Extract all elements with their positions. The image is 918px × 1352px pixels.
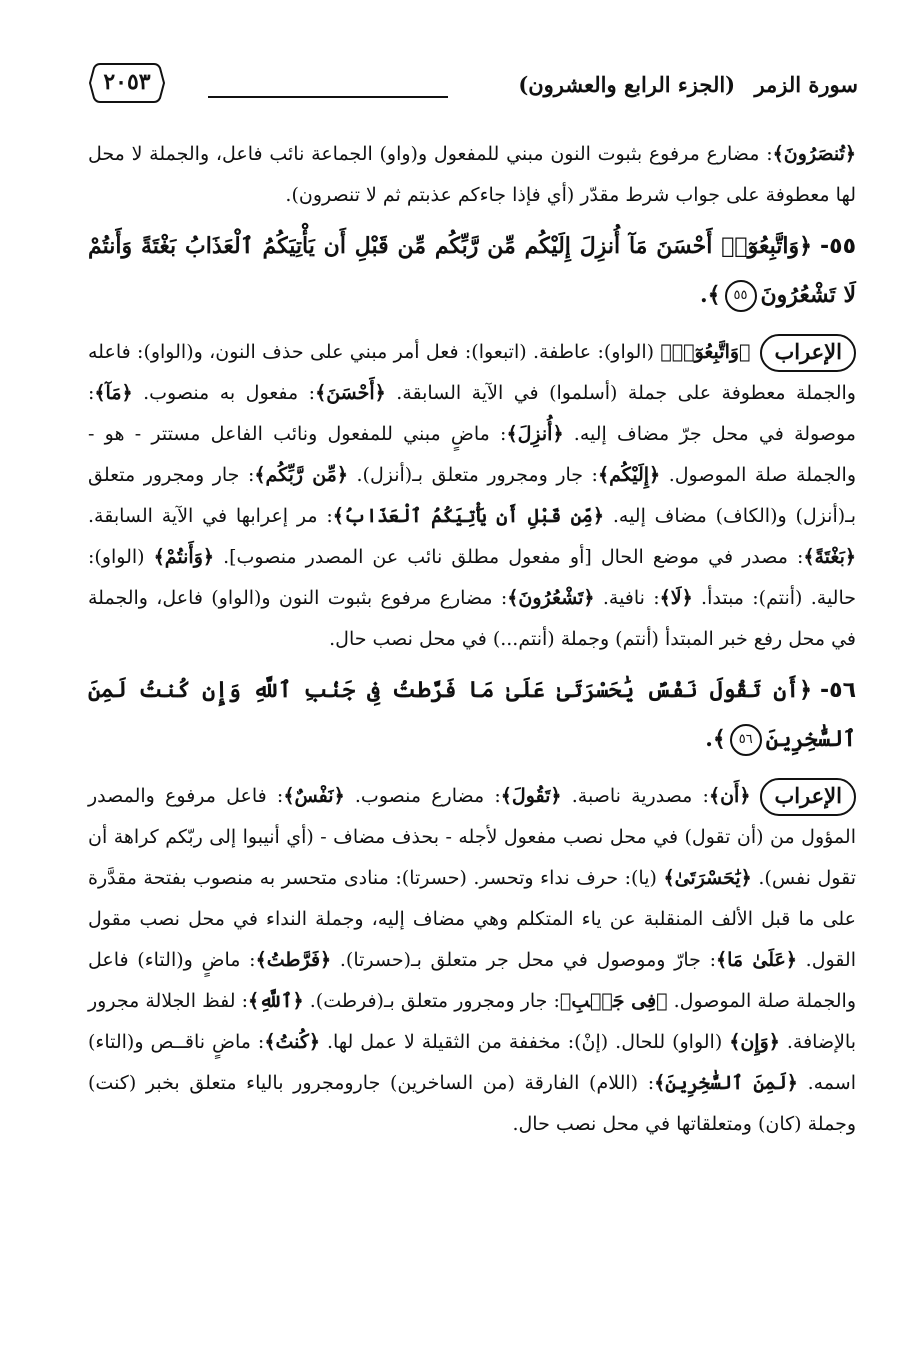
text-segment: : مضارع منصوب. xyxy=(344,785,501,807)
quran-word: ﴿فَرَّطتُ﴾ xyxy=(255,949,332,971)
quran-word: ﴿تُنصَرُونَ﴾ xyxy=(772,143,856,165)
quran-word: ﴿نَفْسٌ﴾ xyxy=(283,785,345,807)
quran-word: ﴿أَحْسَنَ﴾ xyxy=(315,382,386,404)
text-segment: : موصولة في محل جرّ مضاف إليه. xyxy=(88,382,856,445)
quran-word: ﴿أُنزِلَ﴾ xyxy=(506,423,564,445)
quran-word: ﴿يَٰحَسْرَتَىٰ﴾ xyxy=(663,867,752,889)
irab-block-56 xyxy=(88,776,856,1145)
quran-word: ﴿مِّن رَّبِّكُم﴾ xyxy=(254,464,348,486)
quran-word: ﴿مَآ﴾ xyxy=(94,382,133,404)
irab-label: الإعراب xyxy=(760,778,856,816)
text-segment: (الواو) للحال. (إنْ): مخففة من الثقيلة لا عمل لها. xyxy=(320,1031,730,1053)
quran-word: ﴿كُنتُ﴾ xyxy=(264,1031,321,1053)
text-segment: : جار ومجرور متعلق بـ(أنزل) و(الكاف) مضاف إليه. xyxy=(88,464,857,527)
text-segment: : جارّ وموصول في محل جر متعلق بـ(حسرتا). xyxy=(331,949,716,971)
quran-word: ﴿ٱللَّهِ﴾ xyxy=(248,990,304,1012)
verse-text: ﴿أَن تَقُولَ نَفْسٌ يَٰحَسْرَتَىٰ عَلَىٰ مَا فَرَّطتُ فِى جَنۢبِ ٱللَّهِ وَإِن كُنتُ لَمِنَ ٱلسَّٰخِرِينَ xyxy=(88,677,856,752)
ayah-marker-icon: ٥٥ xyxy=(725,280,757,312)
ayah-marker-icon: ٥٦ xyxy=(730,724,762,756)
verse-55 xyxy=(88,222,856,320)
text-segment: : لفظ الجلالة مجرور بالإضافة. xyxy=(88,990,857,1053)
verse-text: ﴿وَاتَّبِعُوٓا۟ أَحْسَنَ مَآ أُنزِلَ إِلَيْكُم مِّن رَّبِّكُم مِّن قَبْلِ أَن يَأْتِيَكُمُ ٱلْعَذَابُ بَغْتَةً وَأَنتُمْ لَا تَشْعُرُونَ xyxy=(88,233,856,308)
verse-close: ﴾. xyxy=(699,282,721,308)
page-number-frame xyxy=(88,60,166,106)
quran-word: ﴿وَإِن﴾ xyxy=(729,1031,780,1053)
quran-word: ﴿فِى جَنۢبِ﴾ xyxy=(559,990,668,1012)
juz-name: (الجزء الرابع والعشرون) xyxy=(518,72,736,97)
text-segment: : مضارع مرفوع بثبوت النون و(الواو) فاعل، والجملة في محل رفع خبر المبتدأ (أنتم) وجملة (أنتم...) في محل نصب حال. xyxy=(88,587,856,650)
verse-number: ٥٦- xyxy=(820,678,856,703)
running-title xyxy=(506,72,858,97)
quran-word: ﴿عَلَىٰ مَا﴾ xyxy=(715,949,797,971)
text-segment: : مر إعرابها في الآية السابقة. xyxy=(88,505,333,527)
verse-56 xyxy=(88,666,856,764)
paragraph-tunsarun xyxy=(88,134,856,216)
surah-name: سورة الزمر xyxy=(754,72,858,97)
quran-word: ﴿إِلَيْكُم﴾ xyxy=(597,464,661,486)
text-segment: : فاعل مرفوع والمصدر المؤول من (أن تقول) في محل نصب مفعول لأجله - بحذف مضاف - (أي أنيبوا إلى ربّكم كراهة أن تقول نفس). xyxy=(88,785,856,889)
text-segment: : جار ومجرور متعلق بـ(فرطت). xyxy=(303,990,560,1012)
text-segment: : مصدر في موضع الحال [أو مفعول مطلق نائب عن المصدر منصوب]. xyxy=(214,546,804,568)
quran-word: ﴿بَغْتَةً﴾ xyxy=(803,546,856,568)
text-segment: (الواو): حالية. (أنتم): مبتدأ. xyxy=(88,546,856,609)
irab-label: الإعراب xyxy=(760,334,856,372)
text-segment: (يا): حرف نداء وتحسر. (حسرتا): منادى متحسر به منصوب بفتحة مقدَّرة على ما قبل الألف المنقلبة عن ياء المتكلم وهي مضاف إليه، وجملة النداء في محل نصب مقول القول. xyxy=(88,867,856,971)
page-body xyxy=(88,134,856,1145)
text-segment: : مفعول به منصوب. xyxy=(132,382,316,404)
quran-word: ﴿لَمِنَ ٱلسَّٰخِرِينَ﴾ xyxy=(654,1072,798,1094)
verse-number: ٥٥- xyxy=(820,234,856,259)
text-segment: : (اللام) الفارقة (من الساخرين) جارومجرور بالياء متعلق بخبر (كنت) وجملة (كان) ومتعلقاتها في محل نصب حال. xyxy=(88,1072,856,1135)
header-rule xyxy=(208,96,448,98)
text-segment: : ماضٍ مبني للمفعول ونائب الفاعل مستتر - هو - والجملة صلة الموصول. xyxy=(88,423,856,486)
quran-word: ﴿مِّن قَبْلِ أَن يَأْتِيَكُمُ ٱلْعَذَابُ﴾ xyxy=(332,505,605,527)
verse-close: ﴾. xyxy=(705,726,726,752)
text-segment: : جار ومجرور متعلق بـ(أنزل). xyxy=(347,464,598,486)
page-header xyxy=(88,60,858,116)
quran-word: ﴿تَشْعُرُونَ﴾ xyxy=(507,587,595,609)
text-segment: : ماضٍ ناقــص و(التاء) اسمه. xyxy=(88,1031,856,1094)
quran-word: ﴿أَن﴾ xyxy=(708,785,751,807)
quran-word: ﴿لَا﴾ xyxy=(659,587,693,609)
text-segment: : مصدرية ناصبة. xyxy=(561,785,709,807)
text-segment: : ماضٍ و(التاء) فاعل والجملة صلة الموصول. xyxy=(88,949,856,1012)
page-number: ٢٠٥٣ xyxy=(103,69,151,95)
text-segment: : مضارع مرفوع بثبوت النون مبني للمفعول و(واو) الجماعة نائب فاعل، والجملة لا محل لها معطوفة على جواب شرط مقدّر (أي فإذا جاءكم عذبتم ثم لا تنصرون). xyxy=(88,143,856,206)
quran-word: ﴿وَأَنتُمْ﴾ xyxy=(153,546,215,568)
quran-word: ﴿وَاتَّبِعُوٓا۟﴾ xyxy=(660,341,751,363)
quran-word: ﴿تَقُولَ﴾ xyxy=(500,785,562,807)
irab-block-55 xyxy=(88,332,856,660)
text-segment: (الواو): عاطفة. (اتبعوا): فعل أمر مبني على حذف النون، و(الواو): فاعله والجملة معطوفة على جملة (أسلموا) في الآية السابقة. xyxy=(88,341,856,404)
text-segment: : نافية. xyxy=(594,587,660,609)
